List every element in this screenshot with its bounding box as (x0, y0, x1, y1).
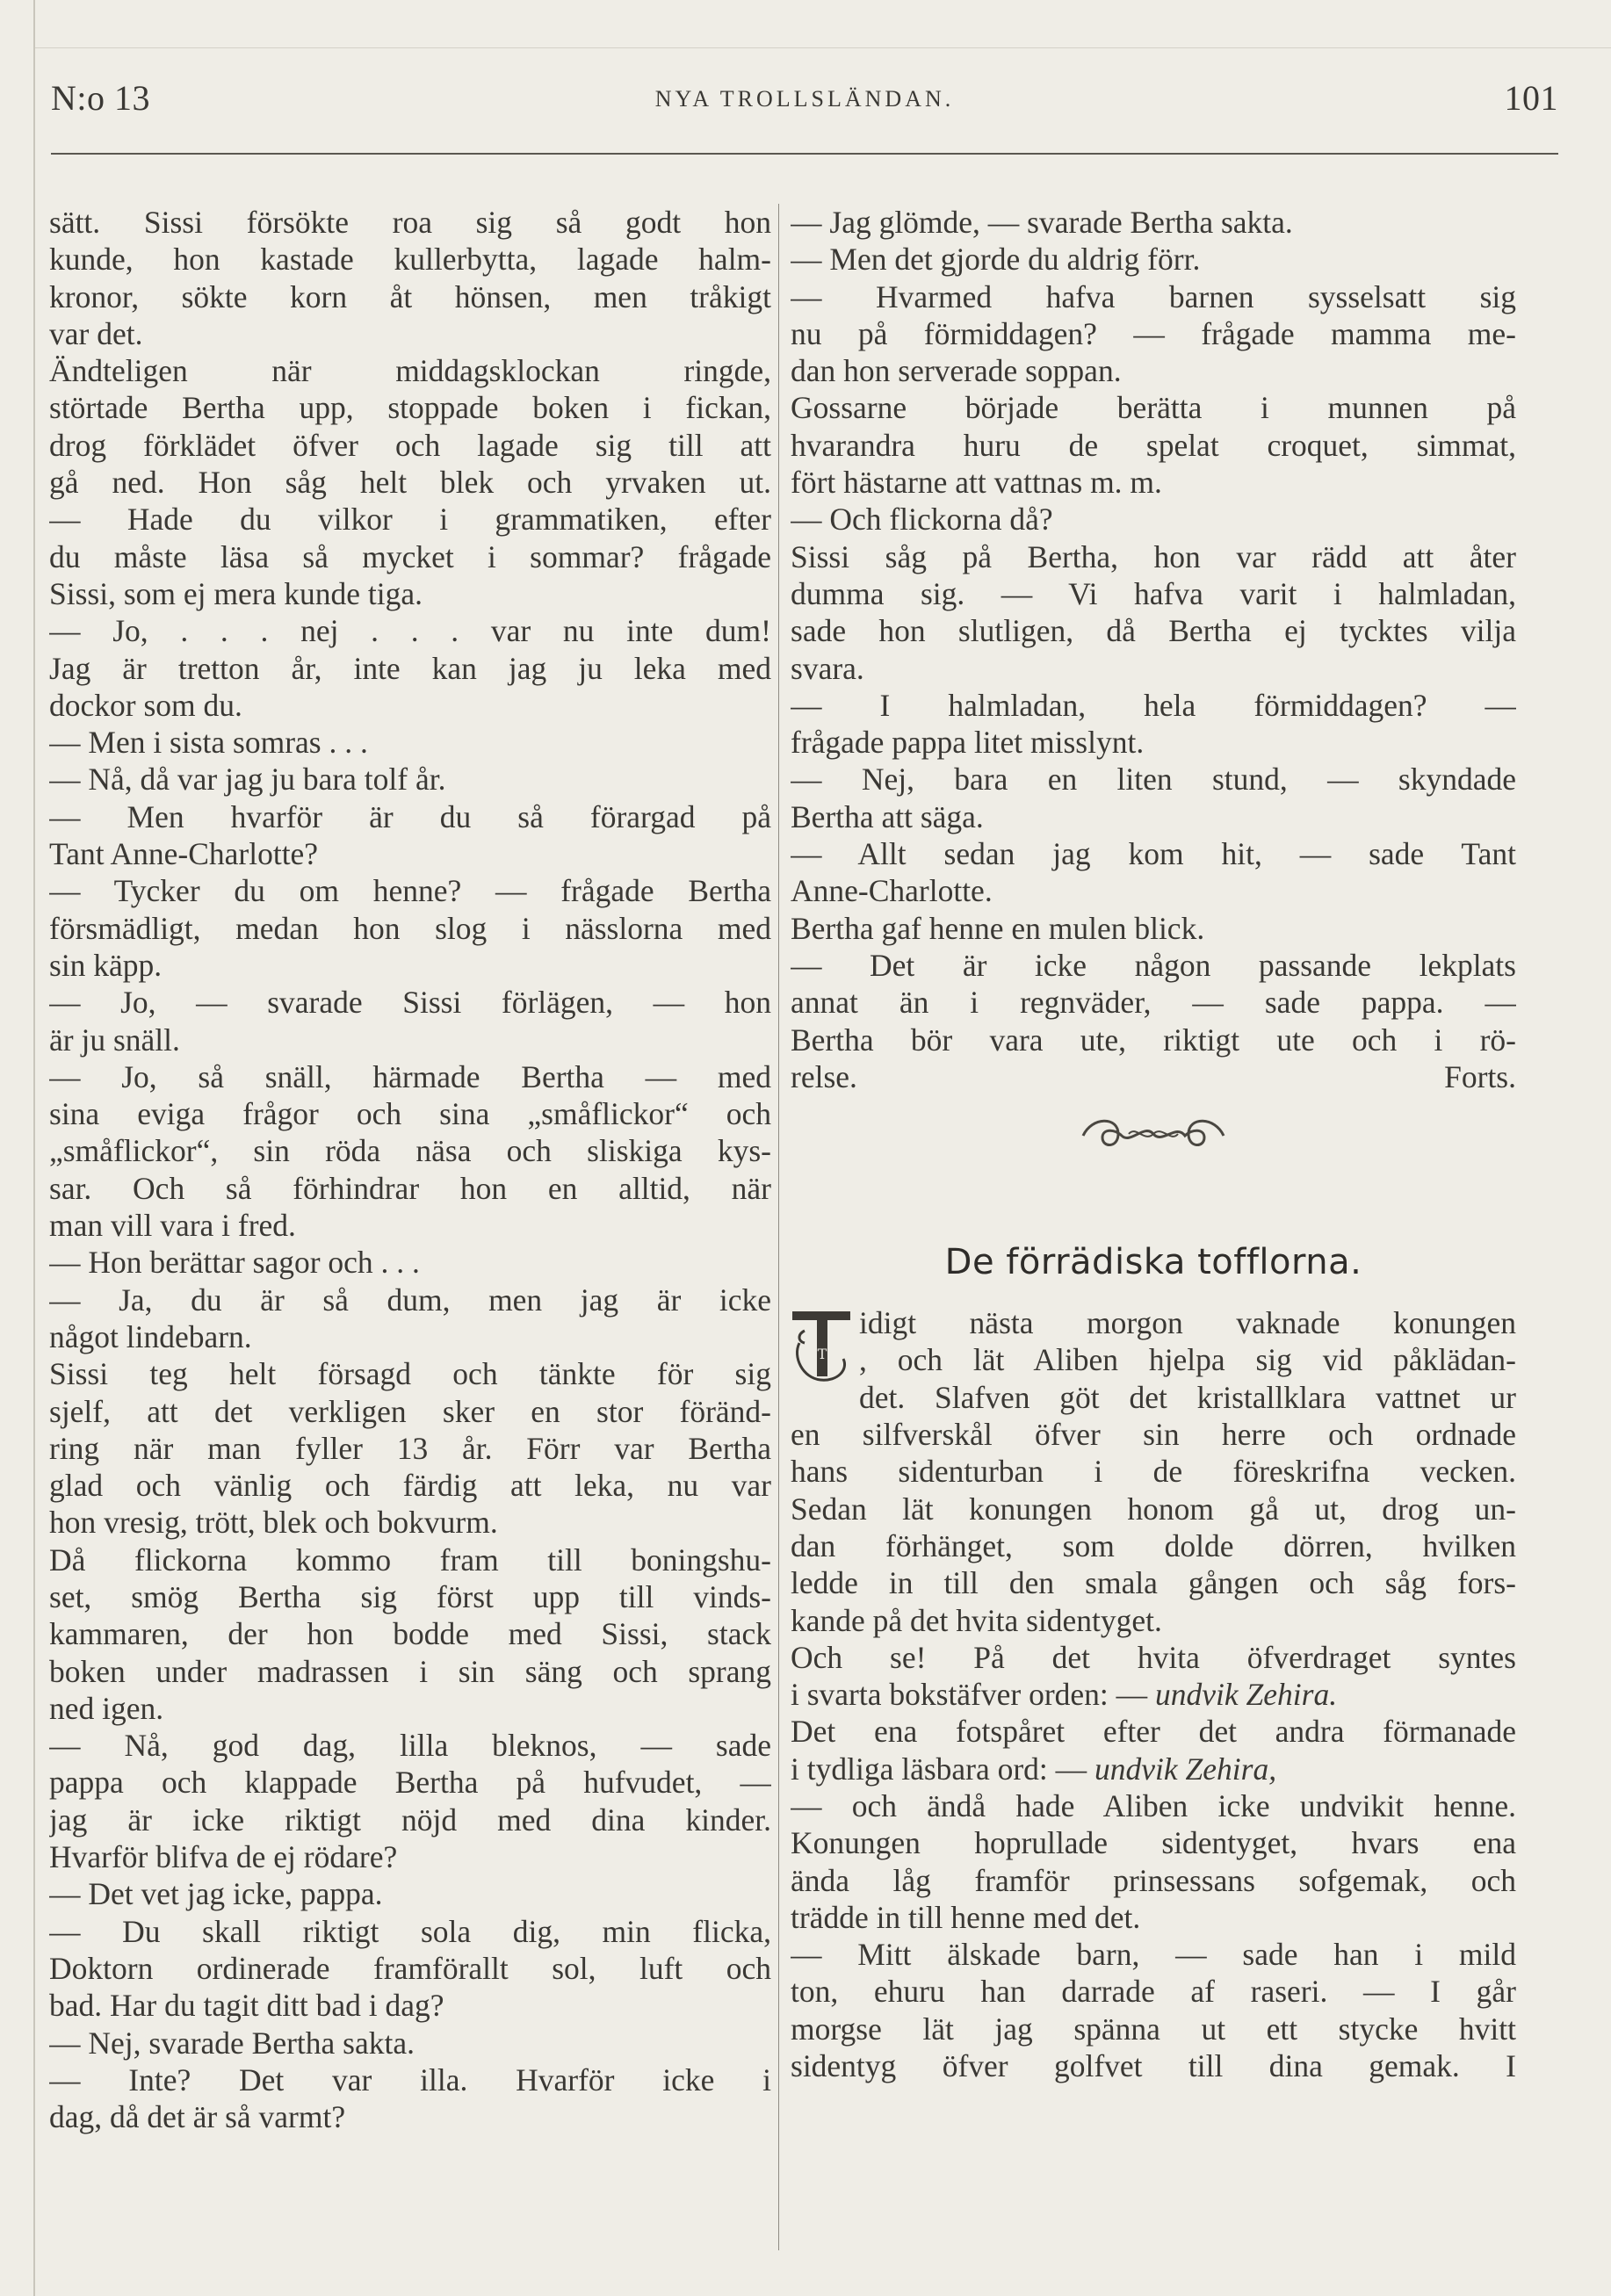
text-line: — Nej, svarade Bertha sakta. (49, 2025, 415, 2061)
text-line: — Men det gjorde du aldrig förr. (791, 242, 1201, 278)
text-line: Sissi teg helt försagd och tänkte för sig (49, 1356, 771, 1392)
text-line: — Jo, så snäll, härmade Bertha — med (49, 1058, 771, 1094)
text-line: annat än i regnväder, — sade pappa. — (791, 985, 1516, 1021)
text-line: ring när man fyller 13 år. Förr var Bertha (49, 1430, 771, 1466)
page-edge (33, 0, 35, 2296)
text-line: Doktorn ordinerade framförallt sol, luft och (49, 1950, 771, 1986)
text-line: — Hade du vilkor i grammatiken, efter (49, 502, 771, 538)
text-line: var det. (49, 315, 143, 351)
text-line: ned igen. (49, 1690, 164, 1726)
text-line: set, smög Bertha sig först upp till vinds- (49, 1578, 771, 1614)
text-line: Tant Anne-Charlotte? (49, 836, 319, 872)
text-line: dan hon serverade soppan. (791, 353, 1122, 389)
text-line: — Inte? Det var illa. Hvarför icke i (49, 2061, 771, 2097)
text-line: ledde in till den smala gången och såg fors- (791, 1565, 1516, 1601)
text-line: sar. Och så förhindrar hon en alltid, när (49, 1170, 771, 1206)
text-line: — Jo, — svarade Sissi förlägen, — hon (49, 985, 771, 1021)
text-line: „småflickor“, sin röda näsa och sliskiga kys- (49, 1133, 771, 1169)
text-line: pappa och klappade Bertha på hufvudet, — (49, 1765, 771, 1801)
text-line: kande på det hvita sidentyget. (791, 1602, 1162, 1638)
text-line: — Nå, god dag, lilla bleknos, — sade (49, 1728, 771, 1764)
text-line: Det ena fotspåret efter det andra förmanade (791, 1714, 1516, 1750)
text-line: dumma sig. — Vi hafva varit i halmladan, (791, 575, 1516, 611)
text-line: man vill vara i fred. (49, 1208, 296, 1244)
text-line: — I halmladan, hela förmiddagen? — (791, 687, 1516, 723)
text-line: sin käpp. (49, 947, 163, 983)
text-segment: relse. (791, 1058, 857, 1094)
text-line: Gossarne började berätta i munnen på (791, 390, 1516, 426)
text-line: glad och vänlig och färdig att leka, nu var (49, 1468, 771, 1504)
column-divider (778, 204, 779, 2250)
text-line: — och ändå hade Aliben icke undvikit henne. (791, 1787, 1516, 1823)
text-line (791, 1751, 1516, 1787)
text-line: svara. (791, 650, 864, 686)
text-line: Jag är tretton år, inte kan jag ju leka med (49, 650, 771, 686)
text-line: sätt. Sissi försökte roa sig så godt hon (49, 205, 771, 240)
text-line: frågade pappa litet misslynt. (791, 725, 1145, 761)
text-line (791, 1676, 1516, 1713)
text-line: — Tycker du om henne? — frågade Bertha (49, 873, 771, 909)
text-line: idigt nästa morgon vaknade konungen (859, 1305, 1516, 1341)
text-line: en silfverskål öfver sin herre och ordnade (791, 1417, 1516, 1453)
text-line (791, 1058, 1516, 1095)
text-line: sidentyg öfver golfvet till dina gemak. I (791, 2048, 1516, 2084)
text-line: något lindebarn. (49, 1318, 252, 1354)
text-line: Sissi såg på Bertha, hon var rädd att åter (791, 538, 1516, 574)
left-column (49, 204, 771, 2259)
text-line: — Du skall riktigt sola dig, min flicka, (49, 1913, 771, 1949)
text-line: Då flickorna kommo fram till boningshu- (49, 1541, 771, 1578)
text-line: försmädligt, medan hon slog i nässlorna med (49, 910, 771, 946)
ornament-flourish-icon (1066, 1108, 1241, 1160)
text-line: kronor, sökte korn åt hönsen, men tråkigt (49, 278, 771, 314)
text-line: ända låg framför prinsessans sofgemak, och (791, 1862, 1516, 1898)
text-line: dan förhänget, som dolde dörren, hvilken (791, 1527, 1516, 1563)
text-line: sade hon slutligen, då Bertha ej tycktes vilja (791, 613, 1516, 649)
text-line: — Nej, bara en liten stund, — skyndade (791, 762, 1516, 798)
page-top-line (35, 47, 1611, 48)
text-line: Sissi, som ej mera kunde tiga. (49, 575, 423, 611)
text-line: boken under madrassen i sin säng och sprang (49, 1653, 771, 1689)
text-line: — Jo, . . . nej . . . var nu inte dum! (49, 613, 771, 649)
publication-title: NYA TROLLSLÄNDAN. (654, 86, 955, 112)
text-line: fört hästarne att vattnas m. m. (791, 465, 1162, 501)
text-line: Konungen hoprullade sidentyget, hvars ena (791, 1825, 1516, 1861)
text-line: — Men i sista somras . . . (49, 725, 368, 761)
text-line: trädde in till henne med det. (791, 1899, 1141, 1935)
text-line: är ju snäll. (49, 1022, 180, 1058)
text-line: sina eviga frågor och sina „småflickor“ och (49, 1096, 771, 1132)
text-line: dockor som du. (49, 687, 242, 723)
right-column (791, 204, 1516, 2259)
text-line: — Nå, då var jag ju bara tolf år. (49, 762, 446, 798)
text-line: kunde, hon kastade kullerbytta, lagade halm- (49, 242, 771, 278)
text-line: nu på förmiddagen? — frågade mamma me- (791, 315, 1516, 351)
text-line: dag, då det är så varmt? (49, 2099, 346, 2135)
text-segment: i svarta bokstäfver orden: — (791, 1677, 1156, 1713)
text-line: det. Slafven göt det kristallklara vattnet ur (859, 1379, 1516, 1415)
decorative-initial-icon (791, 1308, 854, 1387)
text-line: jag är icke riktigt nöjd med dina kinder. (49, 1801, 771, 1838)
text-line: Och se! På det hvita öfverdraget syntes (791, 1639, 1516, 1675)
text-line: hans sidenturban i de föreskrifna vecken. (791, 1454, 1516, 1490)
text-line: hvarandra huru de spelat croquet, simmat, (791, 427, 1516, 463)
text-line: ton, ehuru han darrade af raseri. — I går (791, 1974, 1516, 2010)
text-line: drog förklädet öfver och lagade sig till att (49, 427, 771, 463)
article-body (791, 1304, 1516, 2084)
page-header (51, 77, 1558, 130)
issue-number: N:o 13 (51, 78, 150, 118)
header-rule (51, 153, 1558, 155)
text-segment: i tydliga läsbara ord: — (791, 1751, 1095, 1787)
text-line: störtade Bertha upp, stoppade boken i fickan, (49, 390, 771, 426)
text-line: Bertha bör vara ute, riktigt ute och i rö- (791, 1022, 1516, 1058)
dropcap-letter: T (817, 1346, 827, 1363)
text-line: — Det är icke någon passande lekplats (791, 947, 1516, 983)
text-line: bad. Har du tagit ditt bad i dag? (49, 1988, 444, 2024)
text-line: — Men hvarför är du så förargad på (49, 798, 771, 834)
text-line: — Det vet jag icke, pappa. (49, 1876, 383, 1912)
text-line: — Ja, du är så dum, men jag är icke (49, 1282, 771, 1318)
text-line: hon vresig, trött, blek och bokvurm. (49, 1505, 498, 1541)
text-line: — Hon berättar sagor och . . . (49, 1245, 420, 1281)
text-line: Hvarför blifva de ej rödare? (49, 1839, 398, 1875)
page-number: 101 (1504, 78, 1558, 118)
text-line: Sedan lät konungen honom gå ut, drog un- (791, 1491, 1516, 1527)
text-line: Bertha gaf henne en mulen blick. (791, 910, 1205, 946)
text-line: Ändteligen när middagsklockan ringde, (49, 353, 771, 389)
text-line: kammaren, der hon bodde med Sissi, stack (49, 1616, 771, 1652)
italic-phrase: undvik Zehira, (1094, 1751, 1277, 1787)
text-line: — Mitt älskade barn, — sade han i mild (791, 1937, 1516, 1973)
text-line: — Och flickorna då? (791, 502, 1053, 538)
text-line: gå ned. Hon såg helt blek och yrvaken ut. (49, 465, 771, 501)
text-line: morgse lät jag spänna ut ett stycke hvitt (791, 2011, 1516, 2047)
article-title: De förrädiska tofflorna. (944, 1242, 1362, 1283)
text-line: — Hvarmed hafva barnen sysselsatt sig (791, 278, 1516, 314)
text-line: Bertha att säga. (791, 798, 984, 834)
text-line: , och lät Aliben hjelpa sig vid påklädan- (859, 1342, 1516, 1378)
italic-phrase: undvik Zehira. (1155, 1677, 1338, 1713)
text-line: Anne-Charlotte. (791, 873, 993, 909)
text-line: du måste läsa så mycket i sommar? frågade (49, 538, 771, 574)
text-line: sjelf, att det verkligen sker en stor föränd- (49, 1393, 771, 1429)
continued-label: Forts. (1444, 1058, 1516, 1094)
text-line: — Jag glömde, — svarade Bertha sakta. (791, 205, 1293, 240)
text-line: — Allt sedan jag kom hit, — sade Tant (791, 836, 1516, 872)
